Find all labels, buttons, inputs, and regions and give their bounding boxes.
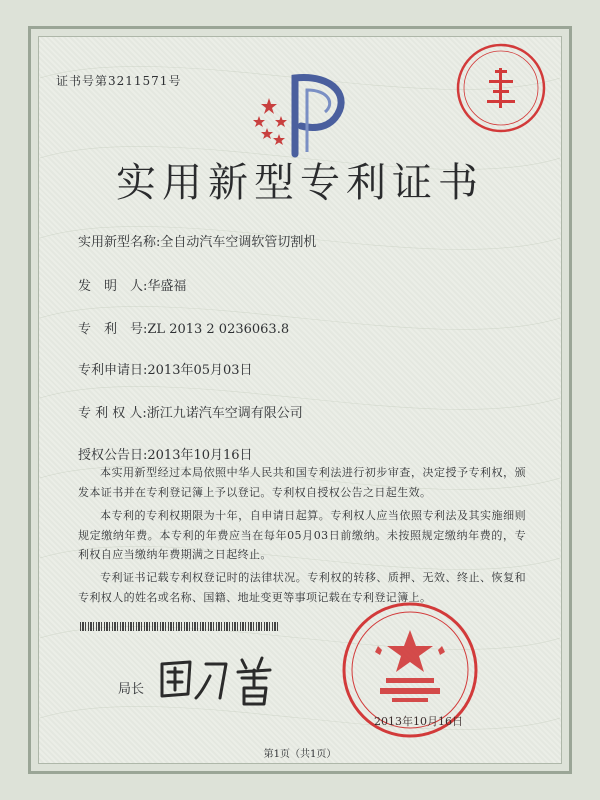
barcode-strip bbox=[80, 622, 280, 631]
field-label: 实用新型名称: bbox=[78, 235, 161, 250]
body-paragraph-1: 本实用新型经过本局依照中华人民共和国专利法进行初步审查，决定授予专利权，颁发本证书并在专利登记簿上予以登记。专利权自授权公告之日起生效。 bbox=[78, 466, 526, 499]
field-grant-date bbox=[78, 444, 253, 463]
document-title: 实用新型专利证书 bbox=[116, 160, 484, 206]
field-utility-model-name bbox=[78, 231, 316, 250]
field-inventor bbox=[78, 275, 186, 294]
patent-office-logo-icon bbox=[247, 68, 357, 158]
field-value: 全自动汽车空调软管切割机 bbox=[160, 235, 317, 250]
field-label: 专 利 号: bbox=[78, 322, 148, 337]
field-label: 专 利 权 人: bbox=[78, 406, 147, 421]
director-signature-icon bbox=[150, 642, 290, 712]
body-paragraph-3: 专利证书记载专利权登记时的法律状况。专利权的转移、质押、无效、终止、恢复和专利权人的姓名或名称、国籍、地址变更等事项记载在专利登记簿上。 bbox=[78, 571, 526, 604]
field-value: 2013年10月16日 bbox=[147, 448, 253, 463]
page-number: 第1页（共1页） bbox=[263, 749, 337, 760]
field-value: 2013年05月03日 bbox=[147, 363, 253, 378]
seal-date: 2013年10月16日 bbox=[374, 715, 463, 728]
certificate-number: 证书号第3211571号 bbox=[56, 74, 182, 88]
field-application-date bbox=[78, 359, 253, 378]
field-value: 华盛福 bbox=[147, 279, 187, 294]
field-patent-number bbox=[78, 318, 289, 337]
field-label: 发 明 人: bbox=[78, 279, 148, 294]
patent-office-seal-icon bbox=[453, 40, 549, 136]
field-patentee bbox=[78, 402, 303, 421]
director-label: 局长 bbox=[118, 682, 145, 697]
field-label: 专利申请日: bbox=[78, 363, 148, 378]
field-value: ZL 2013 2 0236063.8 bbox=[147, 322, 290, 337]
field-label: 授权公告日: bbox=[78, 448, 148, 463]
field-value: 浙江九诺汽车空调有限公司 bbox=[146, 406, 303, 421]
body-paragraph-2: 本专利的专利权期限为十年，自申请日起算。专利权人应当依照专利法及其实施细则规定缴纳年费。本专利的年费应当在每年05月03日前缴纳。未按照规定缴纳年费的，专利权自应当缴纳年费期满之日起终止。 bbox=[78, 509, 526, 561]
